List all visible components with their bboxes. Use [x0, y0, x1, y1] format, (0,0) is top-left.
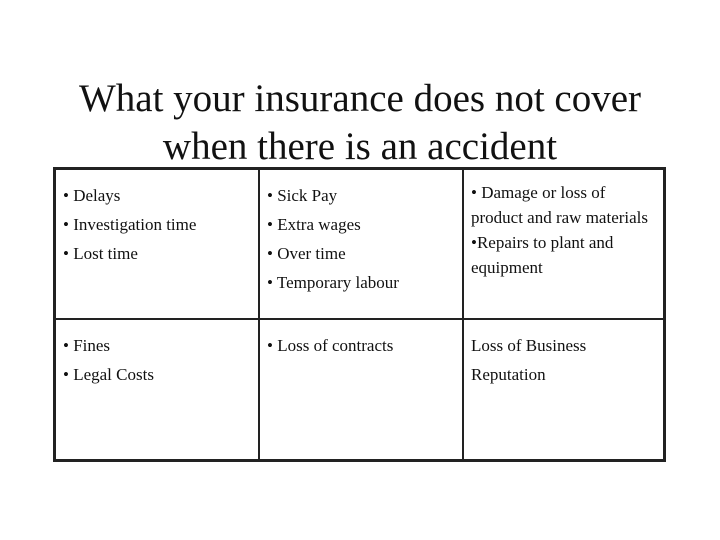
cell-row1-col3	[464, 170, 663, 320]
list-item: • Delays	[63, 186, 121, 205]
list-item: • Extra wages	[267, 215, 361, 234]
list-item: • Legal Costs	[63, 365, 154, 384]
cell-row1-col1	[56, 170, 260, 320]
list-item: • Investigation time	[63, 215, 197, 234]
list-item: • Fines	[63, 336, 111, 355]
list-item: •Repairs to plant and equipment	[471, 233, 614, 277]
list-item: • Temporary labour	[267, 273, 399, 292]
uncovered-costs-table	[53, 167, 666, 462]
cell-row1-col2	[260, 170, 464, 320]
list-item: • Over time	[267, 244, 346, 263]
slide-title-line-2: when there is an accident	[162, 125, 558, 169]
list-item: • Loss of contracts	[267, 336, 394, 355]
list-item: • Lost time	[63, 244, 138, 263]
list-item: • Sick Pay	[267, 186, 338, 205]
slide-title-line-1: What your insurance does not cover	[78, 77, 642, 121]
slide-title	[0, 75, 720, 171]
cell-row2-col2	[260, 320, 464, 459]
cell-row2-col3	[464, 320, 663, 459]
list-item: Loss of Business Reputation	[471, 336, 587, 384]
cell-row2-col1	[56, 320, 260, 459]
list-item: • Damage or loss of product and raw materials	[471, 183, 649, 227]
